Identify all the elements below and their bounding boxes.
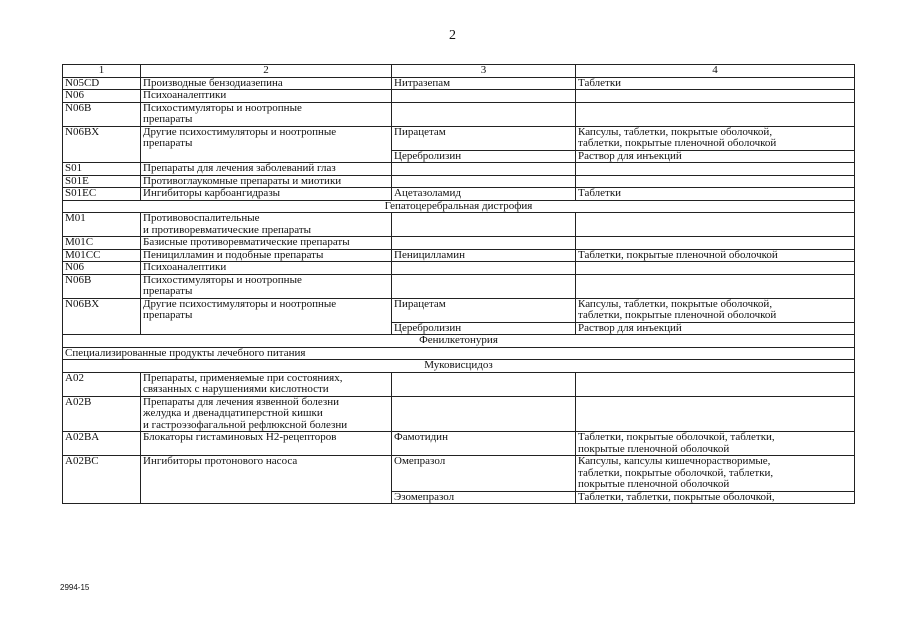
pharm-group: Базисные противоревматические препараты xyxy=(141,237,392,250)
dosage-form xyxy=(576,90,855,103)
dosage-form: Капсулы, капсулы кишечнорастворимые, таблетки, покрытые оболочкой, таблетки, покрытые пленочной оболочкой xyxy=(576,456,855,492)
table-row xyxy=(63,175,855,188)
dosage-form xyxy=(576,175,855,188)
drug-name: Пеницилламин xyxy=(392,249,576,262)
drug-name xyxy=(392,274,576,298)
dosage-form: Таблетки, покрытые оболочкой, таблетки, покрытые пленочной оболочкой xyxy=(576,432,855,456)
atc-code: M01 xyxy=(63,213,141,237)
table-row xyxy=(63,262,855,275)
page-number: 2 xyxy=(449,28,456,43)
drug-name xyxy=(392,90,576,103)
pharm-group: Производные бензодиазепина xyxy=(141,77,392,90)
table-row xyxy=(63,102,855,126)
table-row xyxy=(63,360,855,373)
drug-name: Эзомепразол xyxy=(392,491,576,504)
pharm-group: Психостимуляторы и ноотропные препараты xyxy=(141,274,392,298)
header-col-1: 1 xyxy=(63,65,141,78)
pharm-group: Психостимуляторы и ноотропные препараты xyxy=(141,102,392,126)
table-row xyxy=(63,456,855,492)
table-row xyxy=(63,347,855,360)
atc-code: A02BA xyxy=(63,432,141,456)
atc-code: A02B xyxy=(63,396,141,432)
drug-name xyxy=(392,163,576,176)
dosage-form xyxy=(576,163,855,176)
drug-name xyxy=(392,262,576,275)
pharm-group: Психоаналептики xyxy=(141,262,392,275)
drug-name xyxy=(392,237,576,250)
drug-table xyxy=(62,64,855,504)
drug-name xyxy=(392,175,576,188)
atc-code: S01EC xyxy=(63,188,141,201)
table-header-row xyxy=(63,65,855,78)
pharm-group: Другие психостимуляторы и ноотропные препараты xyxy=(141,126,392,163)
dosage-form: Таблетки xyxy=(576,77,855,90)
table-row xyxy=(63,432,855,456)
pharm-group: Противоглаукомные препараты и миотики xyxy=(141,175,392,188)
dosage-form: Таблетки xyxy=(576,188,855,201)
atc-code: A02 xyxy=(63,372,141,396)
atc-code: M01CC xyxy=(63,249,141,262)
dosage-form: Таблетки, таблетки, покрытые оболочкой, xyxy=(576,491,855,504)
pharm-group: Другие психостимуляторы и ноотропные препараты xyxy=(141,298,392,335)
table-row xyxy=(63,126,855,150)
header-col-4: 4 xyxy=(576,65,855,78)
dosage-form xyxy=(576,396,855,432)
drug-name: Церебролизин xyxy=(392,150,576,163)
table-row xyxy=(63,163,855,176)
table-row xyxy=(63,298,855,322)
atc-code: S01E xyxy=(63,175,141,188)
pharm-group: Противовоспалительные и противоревматические препараты xyxy=(141,213,392,237)
drug-name xyxy=(392,396,576,432)
dosage-form xyxy=(576,372,855,396)
drug-name xyxy=(392,213,576,237)
pharm-group: Психоаналептики xyxy=(141,90,392,103)
atc-code: A02BC xyxy=(63,456,141,504)
dosage-form xyxy=(576,213,855,237)
drug-name: Фамотидин xyxy=(392,432,576,456)
drug-name: Пирацетам xyxy=(392,298,576,322)
table-row xyxy=(63,237,855,250)
table-row xyxy=(63,90,855,103)
atc-code: M01C xyxy=(63,237,141,250)
section-heading: Муковисцидоз xyxy=(63,360,855,373)
pharm-group: Ингибиторы протонового насоса xyxy=(141,456,392,504)
atc-code: N06 xyxy=(63,90,141,103)
pharm-group: Препараты для лечения заболеваний глаз xyxy=(141,163,392,176)
atc-code: N06BX xyxy=(63,126,141,163)
pharm-group: Препараты для лечения язвенной болезни желудка и двенадцатиперстной кишки и гастроэзофагальной рефлюксной болезни xyxy=(141,396,392,432)
dosage-form: Капсулы, таблетки, покрытые оболочкой, таблетки, покрытые пленочной оболочкой xyxy=(576,298,855,322)
pharm-group: Блокаторы гистаминовых Н2-рецепторов xyxy=(141,432,392,456)
dosage-form: Раствор для инъекций xyxy=(576,322,855,335)
table-body xyxy=(63,77,855,504)
table-row xyxy=(63,396,855,432)
table-row xyxy=(63,249,855,262)
table-row xyxy=(63,77,855,90)
header-col-2: 2 xyxy=(141,65,392,78)
atc-code: N06 xyxy=(63,262,141,275)
atc-code: N05CD xyxy=(63,77,141,90)
dosage-form: Таблетки, покрытые пленочной оболочкой xyxy=(576,249,855,262)
pharm-group: Ингибиторы карбоангидразы xyxy=(141,188,392,201)
section-heading: Гепатоцеребральная дистрофия xyxy=(63,200,855,213)
header-col-3: 3 xyxy=(392,65,576,78)
drug-name: Омепразол xyxy=(392,456,576,492)
section-heading: Фенилкетонурия xyxy=(63,335,855,348)
table-row xyxy=(63,274,855,298)
footer-code: 2994-15 xyxy=(60,583,90,592)
dosage-form: Капсулы, таблетки, покрытые оболочкой, таблетки, покрытые пленочной оболочкой xyxy=(576,126,855,150)
full-width-row: Специализированные продукты лечебного питания xyxy=(63,347,855,360)
atc-code: N06B xyxy=(63,274,141,298)
pharm-group: Пеницилламин и подобные препараты xyxy=(141,249,392,262)
drug-name: Пирацетам xyxy=(392,126,576,150)
table-row xyxy=(63,335,855,348)
atc-code: S01 xyxy=(63,163,141,176)
pharm-group: Препараты, применяемые при состояниях, связанных с нарушениями кислотности xyxy=(141,372,392,396)
drug-name: Нитразепам xyxy=(392,77,576,90)
drug-name xyxy=(392,102,576,126)
dosage-form xyxy=(576,262,855,275)
dosage-form xyxy=(576,102,855,126)
dosage-form xyxy=(576,274,855,298)
drug-name xyxy=(392,372,576,396)
table-row xyxy=(63,188,855,201)
drug-name: Церебролизин xyxy=(392,322,576,335)
table-row xyxy=(63,372,855,396)
dosage-form xyxy=(576,237,855,250)
atc-code: N06BX xyxy=(63,298,141,335)
table-row xyxy=(63,200,855,213)
dosage-form: Раствор для инъекций xyxy=(576,150,855,163)
table-row xyxy=(63,213,855,237)
atc-code: N06B xyxy=(63,102,141,126)
drug-name: Ацетазоламид xyxy=(392,188,576,201)
